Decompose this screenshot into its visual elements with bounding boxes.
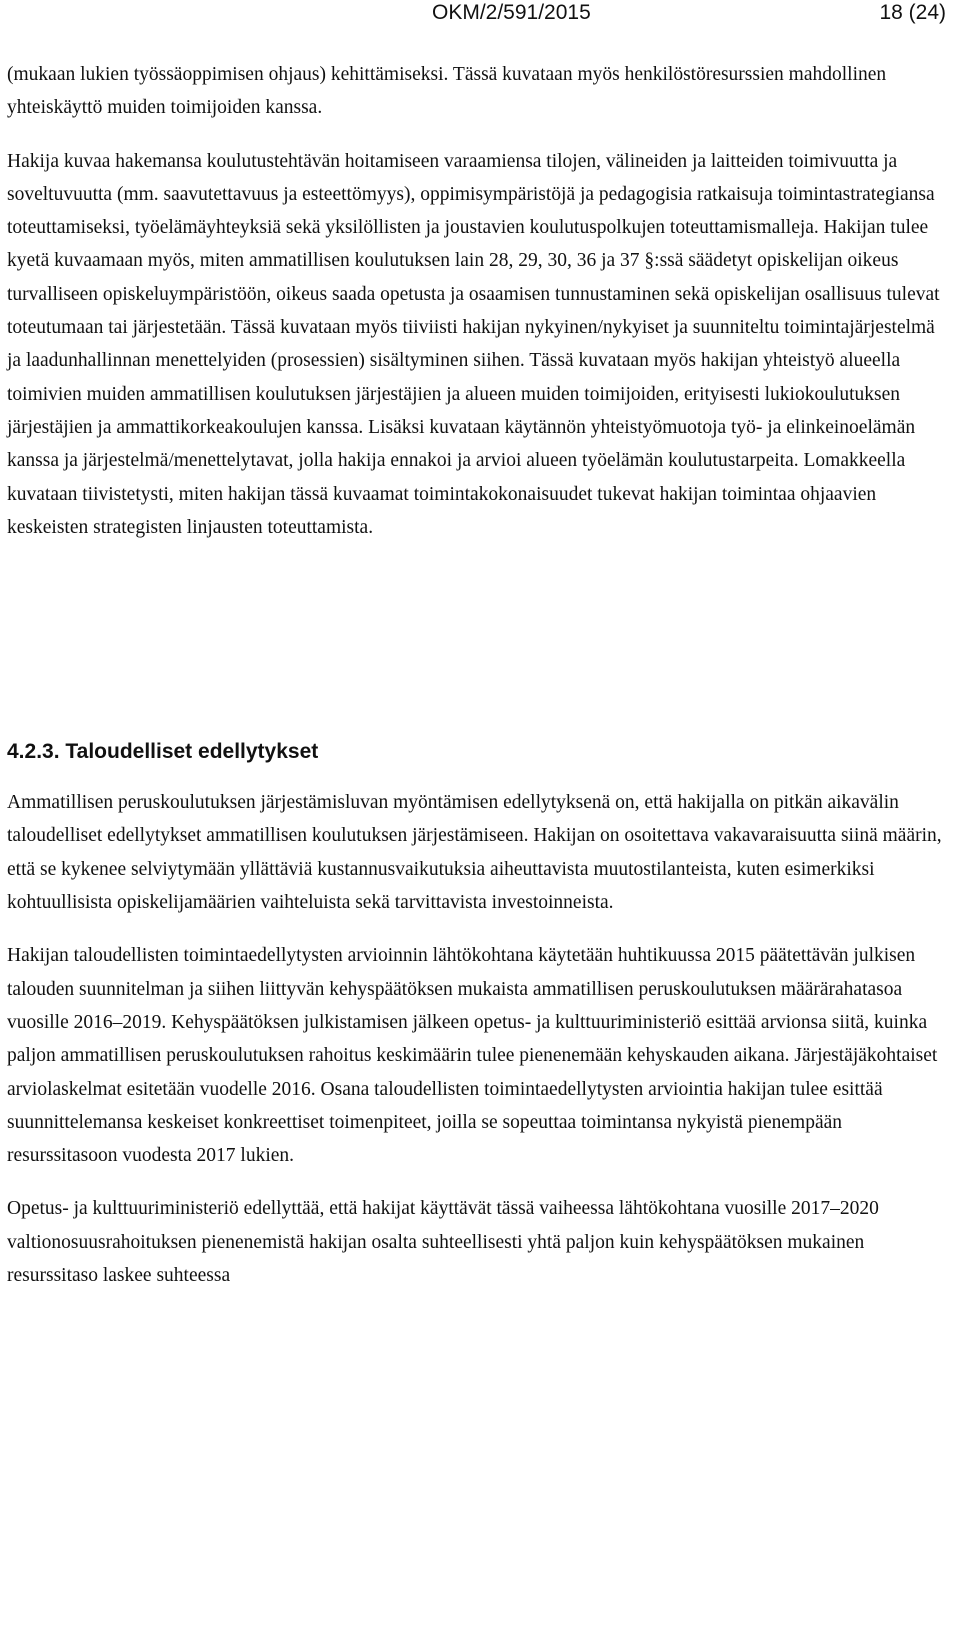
document-body xyxy=(7,58,942,1292)
page-header xyxy=(0,0,960,30)
document-id: OKM/2/591/2015 xyxy=(432,1,591,24)
section-heading: 4.2.3. Taloudelliset edellytykset xyxy=(7,740,319,764)
spacer xyxy=(7,544,942,738)
paragraph-ministry-requirement: Opetus- ja kulttuuriministeriö edellyttää, että hakijat käyttävät tässä vaiheessa lähtökohtana vuosille 2017–2020 valtionosuusrahoituksen pienenemistä hakijan osalta suhteellisesti yhtä paljon kuin kehyspäätöksen mukainen resurssitaso laskee suhteessa xyxy=(7,1198,879,1287)
paragraph-intro: (mukaan lukien työssäoppimisen ohjaus) kehittämiseksi. Tässä kuvataan myös henkilöstöresurssien mahdollinen yhteiskäyttö muiden toimijoiden kanssa. xyxy=(7,64,887,119)
paragraph-facilities: Hakija kuvaa hakemansa koulutustehtävän hoitamiseen varaamiensa tilojen, välineiden ja laitteiden toimivuutta ja soveltuvuutta (mm. saavutettavuus ja esteettömyys), oppimisympäristöjä ja pedagogisia ratkaisuja toimintastrategiansa toteuttamiseksi, työelämäyhteyksiä sekä yksilöllisten ja joustavien koulutuspolkujen toteuttamismalleja. Hakijan tulee kyetä kuvaamaan myös, miten ammatillisen koulutuksen lain 28, 29, 30, 36 ja 37 §:ssä säädetyt opiskelijan oikeus turvalliseen opiskeluympäristöön, oikeus saada opetusta ja osaamisen tunnustaminen sekä opiskelijan osallisuus tulevat toteutumaan tai järjestetään. Tässä kuvataan myös tiiviisti hakijan nykyinen/nykyiset ja suunniteltu toimintajärjestelmä ja laadunhallinnan menettelyiden (prosessien) sisältyminen siihen. Tässä kuvataan myös hakijan yhteistyö alueella toimivien muiden ammatillisen koulutuksen järjestäjien ja alueen muiden toimijoiden, erityisesti lukiokoulutuksen järjestäjien ja ammattikorkeakoulujen kanssa. Lisäksi kuvataan käytännön yhteistyömuotoja työ- ja elinkeinoelämän kanssa ja järjestelmä/menettelytavat, jolla hakija ennakoi ja arvioi alueen työelämän koulutustarpeita. Lomakkeella kuvataan tiivistetysti, miten hakijan tässä kuvaamat toimintakokonaisuudet tukevat hakijan toimintaa ohjaavien keskeisten strategisten linjausten toteuttamista. xyxy=(7,150,940,538)
paragraph-financial-requirements: Ammatillisen peruskoulutuksen järjestämisluvan myöntämisen edellytyksenä on, että hakijalla on pitkän aikavälin taloudelliset edellytykset ammatillisen koulutuksen järjestämiseen. Hakijan on osoitettava vakavaraisuutta siinä määrin, että se kykenee selviytymään yllättäviä kustannusvaikutuksia aiheuttavista muutostilanteista, kuten esimerkiksi kohtuullisista opiskelijamäärien vaihteluista sekä tarvittavista investoinneista. xyxy=(7,792,942,914)
page-number: 18 (24) xyxy=(879,1,946,24)
paragraph-financial-assessment: Hakijan taloudellisten toimintaedellytysten arvioinnin lähtökohtana käytetään huhtikuussa 2015 päätettävän julkisen talouden suunnitelman ja siihen liittyvän kehyspäätöksen mukaista ammatillisen peruskoulutuksen määrärahatasoa vuosille 2016–2019. Kehyspäätöksen julkistamisen jälkeen opetus- ja kulttuuriministeriö esittää arvionsa siitä, kuinka paljon ammatillisen peruskoulutuksen rahoitus keskimäärin tulee pienenemään kehyskauden aikana. Järjestäjäkohtaiset arviolaskelmat esitetään vuodelle 2016. Osana taloudellisten toimintaedellytysten arviointia hakijan tulee esittää suunnittelemansa keskeiset konkreettiset toimenpiteet, joilla se sopeuttaa toimintansa nykyistä pienempään resurssitasoon vuodesta 2017 lukien. xyxy=(7,945,938,1167)
